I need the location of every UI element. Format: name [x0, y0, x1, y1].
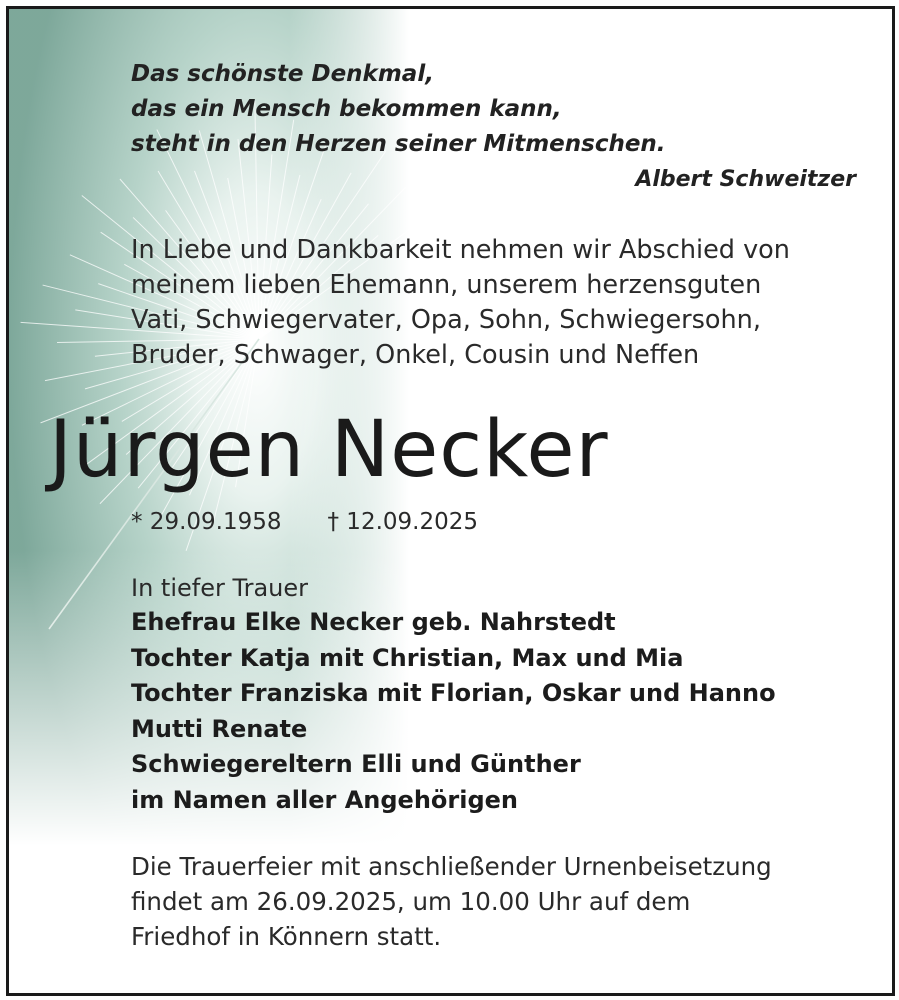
deceased-name: Jürgen Necker	[49, 405, 609, 495]
mourner: im Namen aller Angehörigen	[131, 785, 519, 814]
funeral-line: Friedhof in Könnern statt.	[131, 922, 442, 951]
birth-date: * 29.09.1958	[131, 509, 282, 535]
quote	[131, 57, 861, 162]
funeral-line: Die Trauerfeier mit anschließender Urnenbeisetzung	[131, 852, 772, 881]
quote-line: Das schönste Denkmal,	[131, 61, 434, 87]
obituary-card	[6, 6, 895, 996]
mourner: Ehefrau Elke Necker geb. Nahrstedt	[131, 608, 616, 636]
mourner: Tochter Katja mit Christian, Max und Mia	[131, 643, 684, 672]
mourner: Mutti Renate	[131, 714, 308, 743]
quote-line: steht in den Herzen seiner Mitmenschen.	[131, 131, 666, 157]
death-date: † 12.09.2025	[327, 509, 478, 535]
farewell-text	[131, 233, 871, 373]
mourner: Tochter Franziska mit Florian, Oskar und Hanno	[131, 679, 776, 707]
mourner: Schwiegereltern Elli und Günther	[131, 750, 581, 778]
mourning-heading: In tiefer Trauer	[131, 574, 309, 602]
farewell-line: In Liebe und Dankbarkeit nehmen wir Abschied von	[131, 235, 790, 265]
farewell-line: Bruder, Schwager, Onkel, Cousin und Neffen	[131, 340, 700, 370]
life-dates	[131, 509, 478, 535]
farewell-line: Vati, Schwiegervater, Opa, Sohn, Schwiegersohn,	[131, 305, 761, 335]
mourners-list	[131, 605, 871, 818]
funeral-line: findet am 26.09.2025, um 10.00 Uhr auf dem	[131, 887, 691, 916]
farewell-line: meinem lieben Ehemann, unserem herzensguten	[131, 270, 762, 300]
quote-line: das ein Mensch bekommen kann,	[131, 96, 562, 122]
quote-author: Albert Schweitzer	[635, 167, 856, 192]
funeral-notice	[131, 849, 871, 954]
